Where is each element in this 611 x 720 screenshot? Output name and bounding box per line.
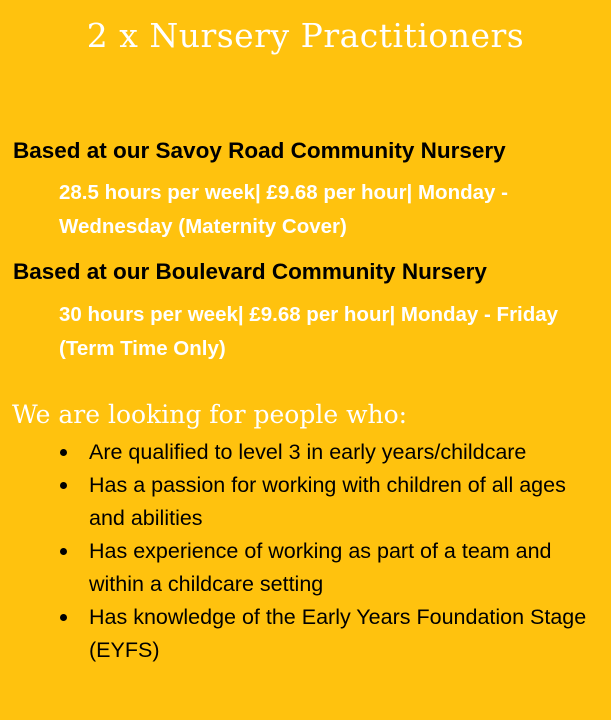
list-item xyxy=(56,469,601,535)
bullet-icon xyxy=(60,449,67,456)
position-details-savoy-road: 28.5 hours per week| £9.68 per hour| Monday - Wednesday (Maternity Cover) xyxy=(59,181,508,238)
page-title: 2 x Nursery Practitioners xyxy=(86,16,525,55)
bullet-icon xyxy=(60,482,67,489)
requirement-text: Are qualified to level 3 in early years/childcare xyxy=(89,440,527,464)
position-details-boulevard: 30 hours per week| £9.68 per hour| Monday - Friday (Term Time Only) xyxy=(59,303,559,360)
location-boulevard: Based at our Boulevard Community Nursery xyxy=(13,259,487,284)
list-item xyxy=(56,436,601,469)
list-item xyxy=(56,535,601,601)
looking-for-heading: We are looking for people who: xyxy=(12,400,408,429)
list-item xyxy=(56,601,601,667)
bullet-icon xyxy=(60,614,67,621)
location-savoy-road: Based at our Savoy Road Community Nursery xyxy=(13,138,506,163)
requirement-text: Has a passion for working with children of all ages and abilities xyxy=(89,473,566,530)
requirement-text: Has experience of working as part of a team and within a childcare setting xyxy=(89,539,552,596)
requirement-text: Has knowledge of the Early Years Foundation Stage (EYFS) xyxy=(89,605,587,662)
bullet-icon xyxy=(60,548,67,555)
requirements-list xyxy=(56,436,601,667)
